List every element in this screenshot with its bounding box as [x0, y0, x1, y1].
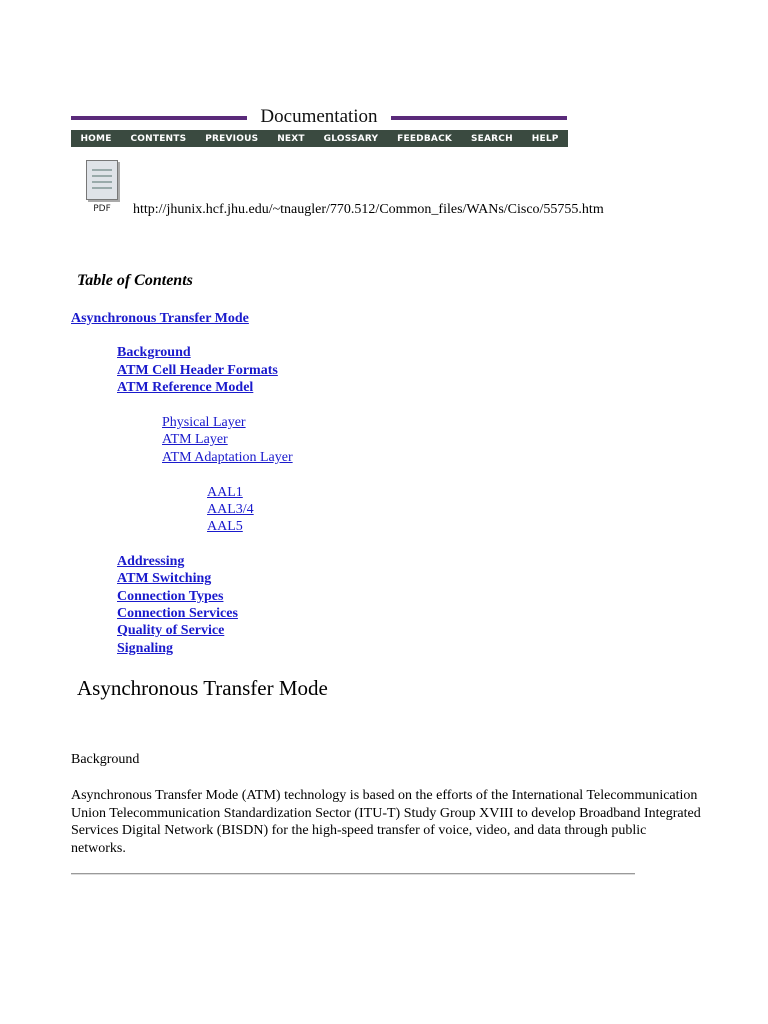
toc-link-background[interactable]: Background [117, 345, 191, 360]
toc-link-aal1[interactable]: AAL1 [207, 485, 243, 500]
nav-glossary[interactable]: GLOSSARY [323, 133, 379, 144]
toc-link-connection-services[interactable]: Connection Services [117, 606, 238, 621]
page-url: http://jhunix.hcf.jhu.edu/~tnaugler/770.512/Common_files/WANs/Cisco/55755.htm [133, 202, 604, 217]
banner-line-right [391, 116, 567, 120]
toc-link-reference-model[interactable]: ATM Reference Model [117, 380, 254, 395]
nav-home[interactable]: HOME [80, 133, 112, 144]
toc-link-adaptation-layer[interactable]: ATM Adaptation Layer [162, 450, 293, 465]
pdf-download-link[interactable] [80, 160, 124, 218]
body-paragraph: Asynchronous Transfer Mode (ATM) technology is based on the efforts of the International Telecommunication Union Telecommunication Standardization Sector (ITU-T) Study Group XVIII to develop Broadband Integrated Services Digital Network (BISDN) for the high-speed transfer of voice, video, and data through public networks. [71, 788, 701, 856]
toc-link-atm-switching[interactable]: ATM Switching [117, 571, 212, 586]
nav-feedback[interactable]: FEEDBACK [397, 133, 453, 144]
toc-link-aal5[interactable]: AAL5 [207, 519, 243, 534]
nav-next[interactable]: NEXT [277, 133, 305, 144]
pdf-label: PDF [93, 204, 111, 214]
page-title: Asynchronous Transfer Mode [77, 676, 328, 700]
toc-link-addressing[interactable]: Addressing [117, 554, 185, 569]
nav-contents[interactable]: CONTENTS [130, 133, 187, 144]
toc-link-aal34[interactable]: AAL3/4 [207, 502, 254, 517]
toc-link-connection-types[interactable]: Connection Types [117, 589, 224, 604]
toc-link-signaling[interactable]: Signaling [117, 641, 174, 656]
banner-title: Documentation [260, 106, 378, 127]
nav-previous[interactable]: PREVIOUS [205, 133, 259, 144]
pdf-document-icon [86, 160, 118, 200]
toc-link-atm[interactable]: Asynchronous Transfer Mode [71, 311, 249, 326]
banner-line-left [71, 116, 247, 120]
documentation-banner [71, 104, 568, 132]
toc-link-quality-of-service[interactable]: Quality of Service [117, 623, 225, 638]
nav-help[interactable]: HELP [531, 133, 559, 144]
toc-heading: Table of Contents [77, 272, 193, 289]
toc-link-cell-header-formats[interactable]: ATM Cell Header Formats [117, 363, 278, 378]
section-label: Background [71, 752, 140, 767]
horizontal-rule [71, 873, 635, 875]
toc-link-physical-layer[interactable]: Physical Layer [162, 415, 246, 430]
toc-link-atm-layer[interactable]: ATM Layer [162, 432, 228, 447]
nav-search[interactable]: SEARCH [470, 133, 513, 144]
navigation-bar [71, 130, 568, 147]
